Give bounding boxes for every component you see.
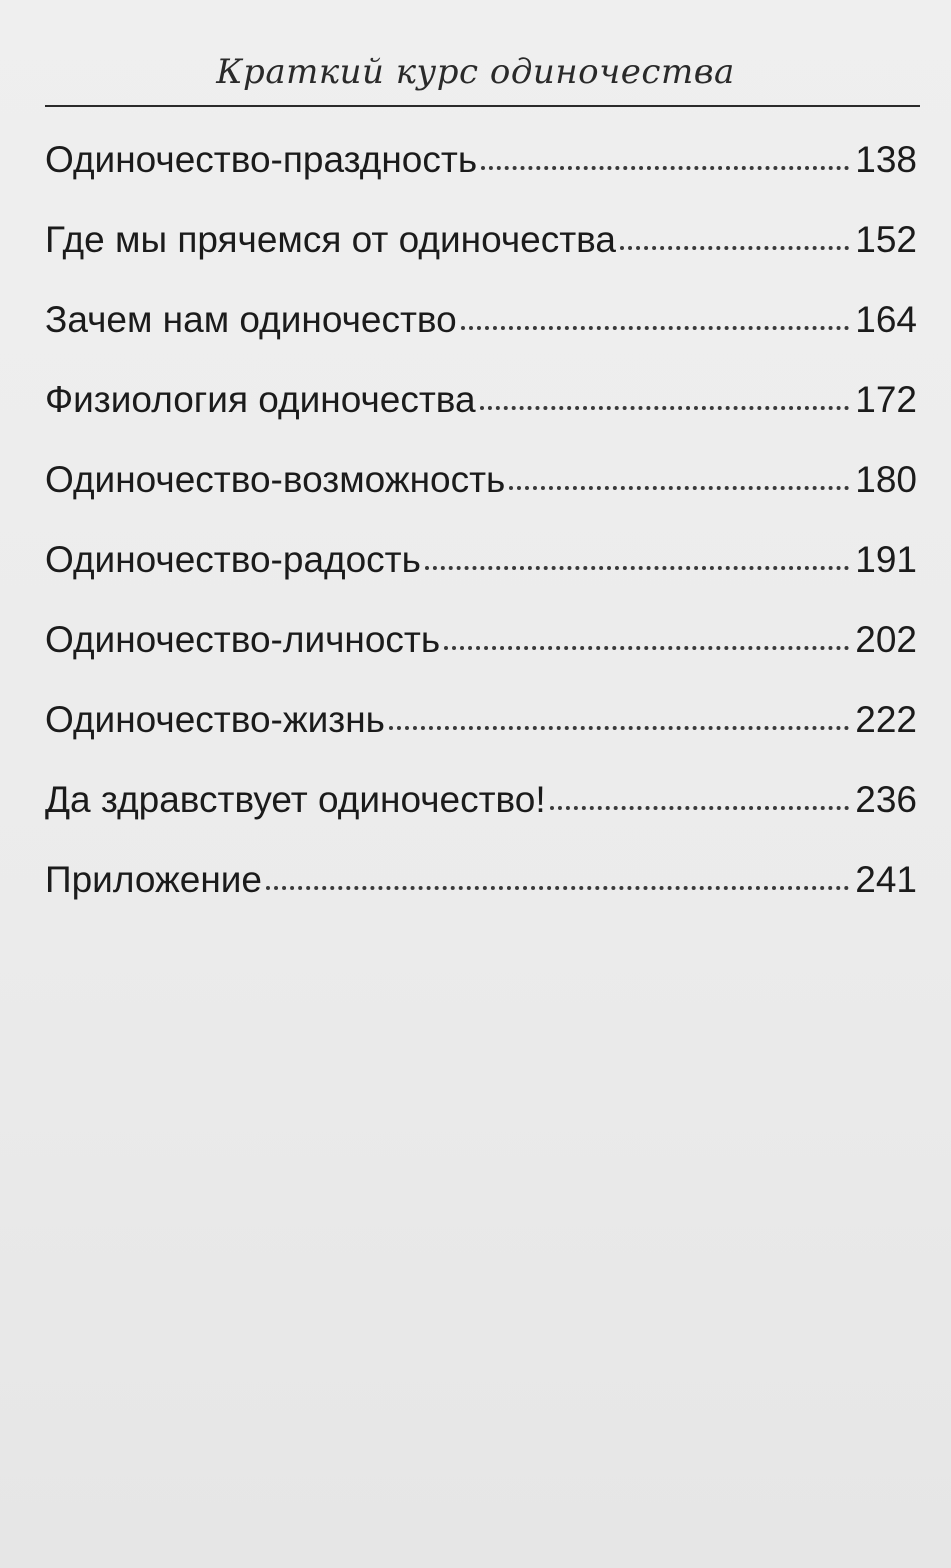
dot-leader: [481, 156, 849, 170]
dot-leader: [509, 476, 849, 490]
dot-leader: [550, 796, 850, 810]
toc-entry-title: Где мы прячемся от одиночества: [45, 219, 616, 260]
dot-leader: [444, 636, 849, 650]
toc-entry-title: Одиночество-жизнь: [45, 699, 385, 740]
toc-entry: [45, 768, 917, 848]
dot-leader: [620, 236, 849, 250]
toc-entry: [45, 448, 917, 528]
toc-entry-page: 241: [855, 859, 917, 900]
toc-entry: [45, 368, 917, 448]
toc-entry: [45, 288, 917, 368]
dot-leader: [389, 716, 849, 730]
toc-entry-page: 222: [855, 699, 917, 740]
toc-entry-page: 202: [855, 619, 917, 660]
toc-entry-title: Да здравствует одиночество!: [45, 779, 546, 820]
dot-leader: [480, 396, 850, 410]
toc-entry: [45, 688, 917, 768]
toc-entry-title: Зачем нам одиночество: [45, 299, 457, 340]
toc-entry-page: 236: [855, 779, 917, 820]
toc-entry-page: 152: [855, 219, 917, 260]
toc-entry-title: Одиночество-праздность: [45, 139, 478, 180]
running-title: Краткий курс одиночества: [216, 52, 735, 92]
dot-leader: [461, 316, 850, 330]
toc-entry-title: Одиночество-радость: [45, 539, 421, 580]
toc-entry: [45, 608, 917, 688]
header-rule: [45, 105, 920, 107]
toc-entry: [45, 528, 917, 608]
toc-entry-title: Одиночество-личность: [45, 619, 441, 660]
toc-entry-title: Одиночество-возможность: [45, 459, 506, 500]
dot-leader: [425, 556, 849, 570]
toc-entry: [45, 208, 917, 288]
toc-entry-page: 138: [855, 139, 917, 180]
toc-entry-title: Физиология одиночества: [45, 379, 476, 420]
table-of-contents: [45, 128, 917, 928]
dot-leader: [266, 876, 849, 890]
toc-entry: [45, 128, 917, 208]
toc-entry-page: 180: [855, 459, 917, 500]
toc-entry-page: 172: [855, 379, 917, 420]
toc-entry: [45, 848, 917, 928]
toc-entry-page: 191: [855, 539, 917, 580]
toc-entry-page: 164: [855, 299, 917, 340]
toc-entry-title: Приложение: [45, 859, 263, 900]
